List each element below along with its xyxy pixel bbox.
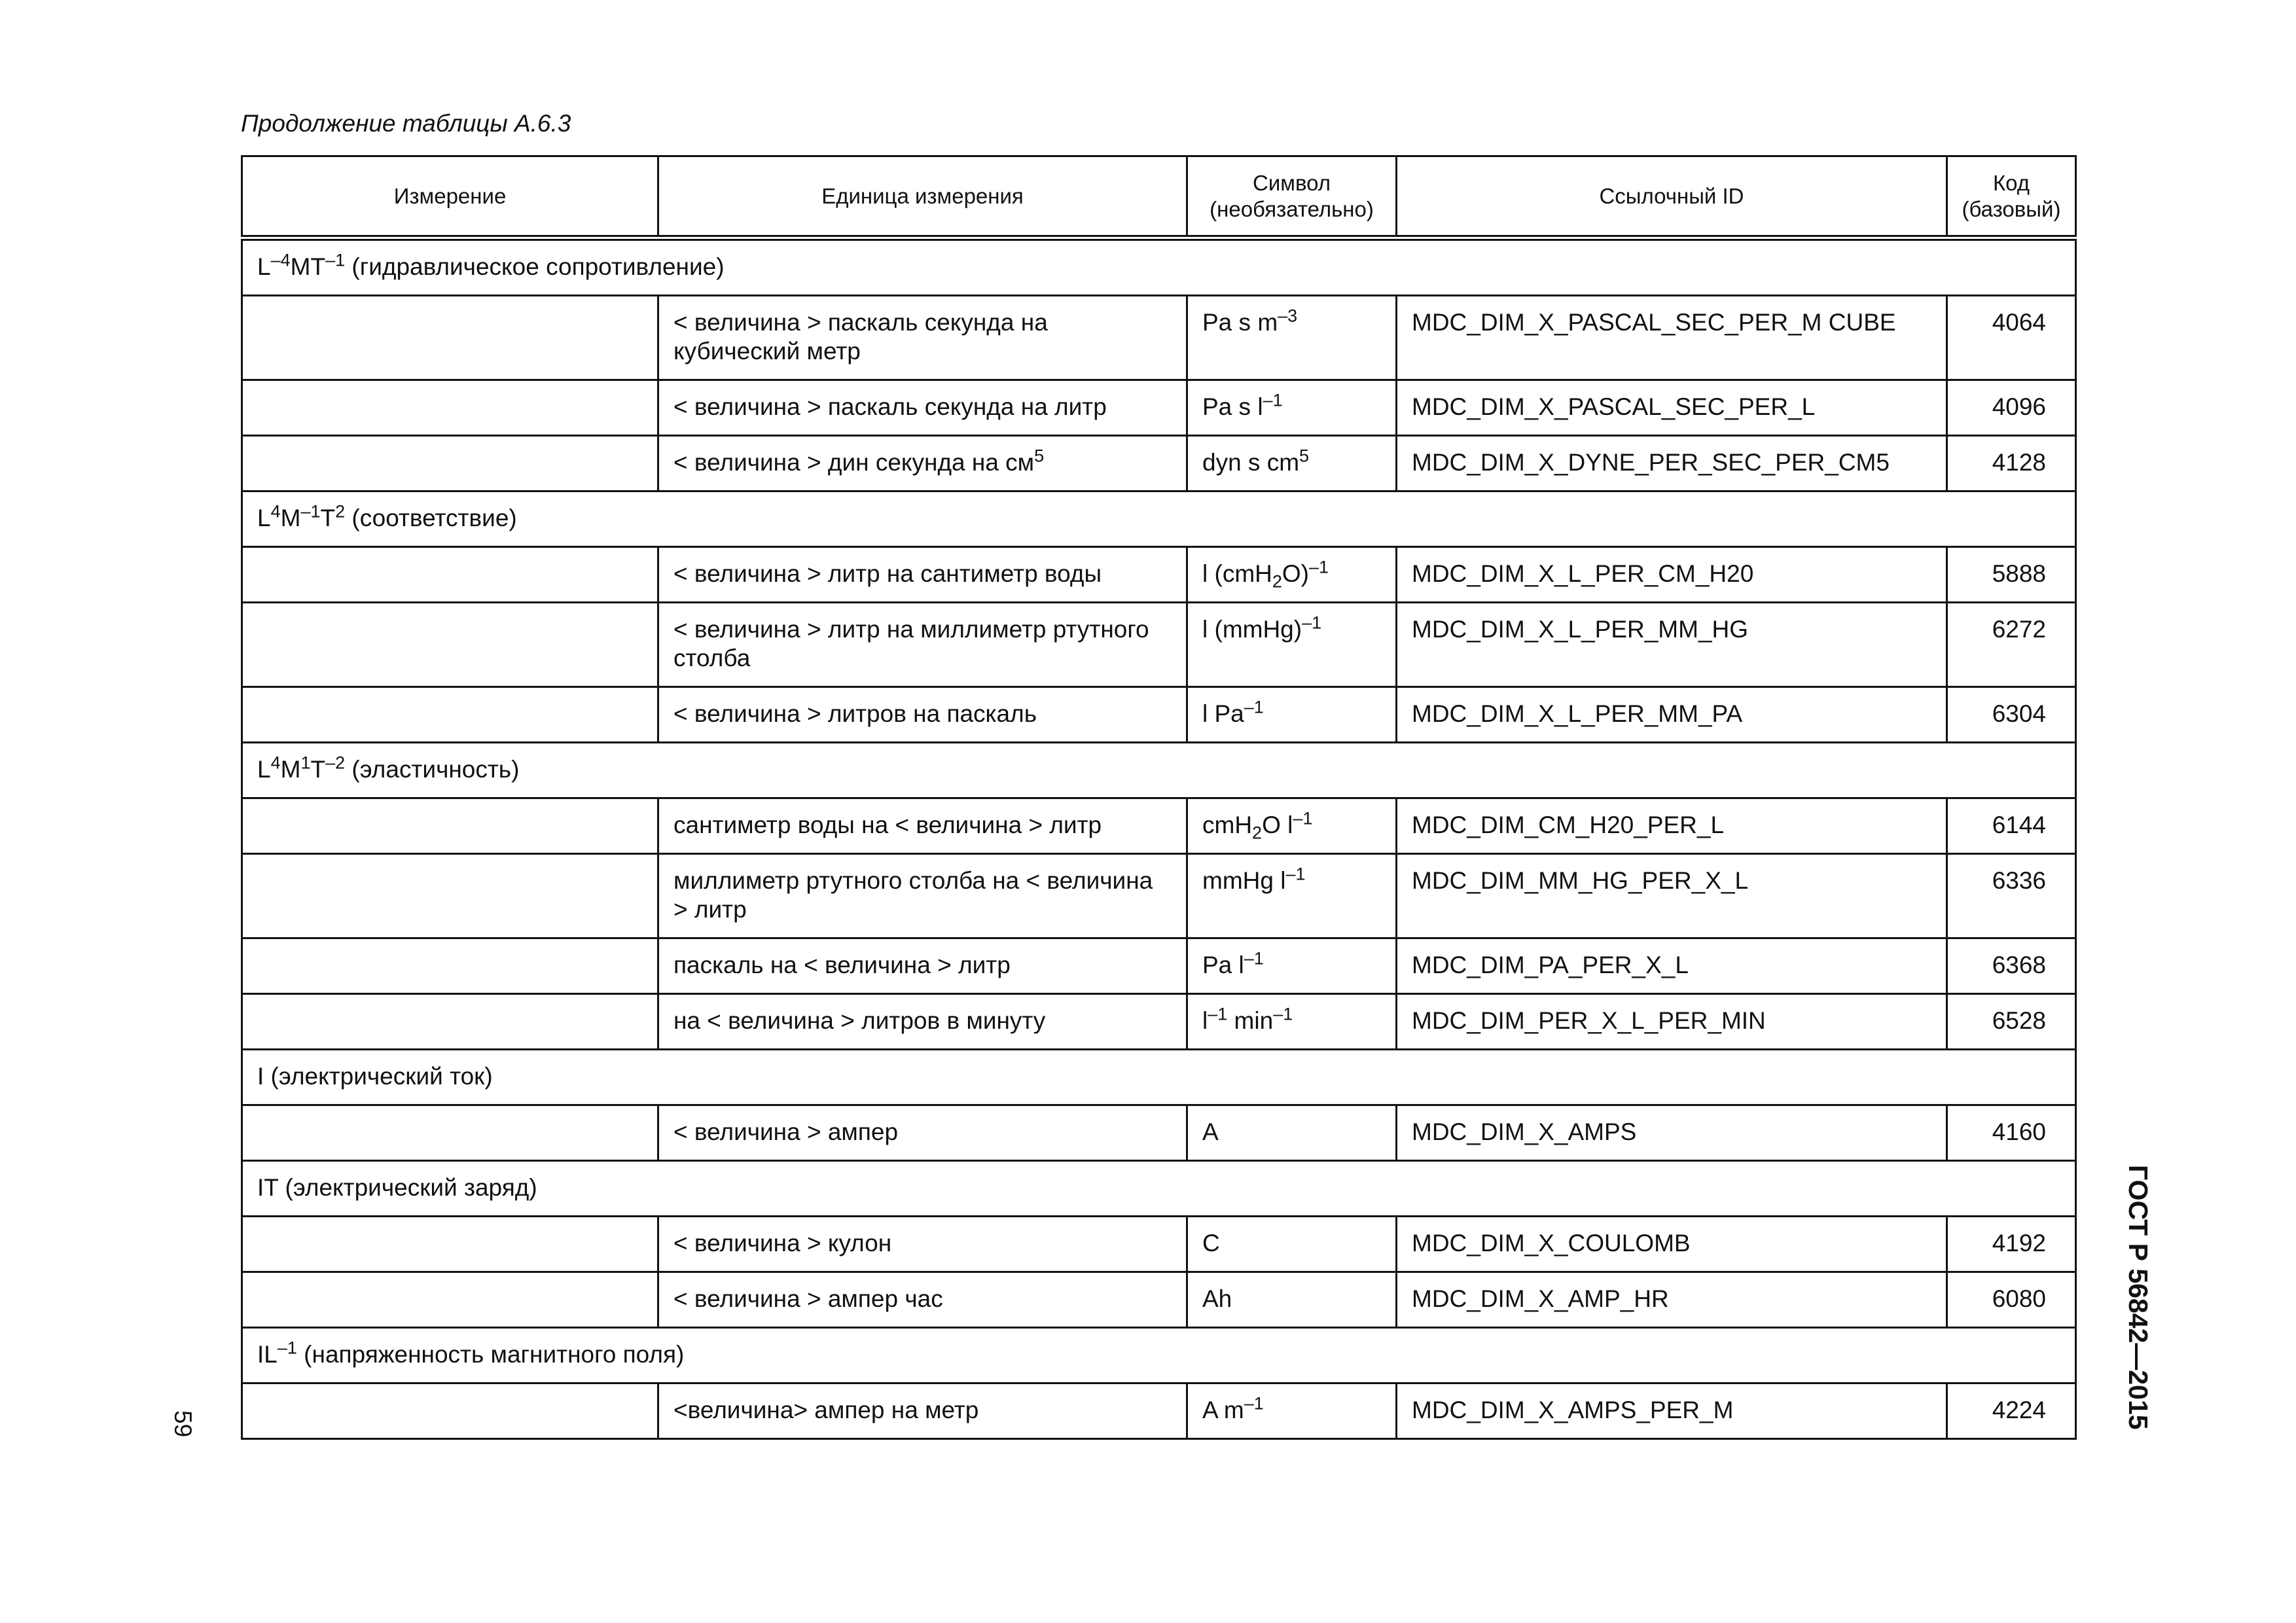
code-cell: 6144 — [1947, 798, 2076, 854]
dimension-cell — [242, 687, 658, 743]
dimension-cell — [242, 1217, 658, 1272]
code-cell: 5888 — [1947, 547, 2076, 603]
header-symbol: Символ (необязательно) — [1187, 156, 1397, 238]
units-table — [241, 155, 2077, 1440]
code-cell: 6336 — [1947, 854, 2076, 938]
dimension-cell — [242, 854, 658, 938]
dimension-cell — [242, 1272, 658, 1328]
table-row — [242, 1272, 2076, 1328]
code-cell: 4128 — [1947, 436, 2076, 491]
group-label: I (электрический ток) — [242, 1050, 2076, 1105]
unit-cell: < величина > дин секунда на $см^5$ — [658, 436, 1187, 491]
symbol-cell: $l^{-1}$ $\min^{-1}$ — [1187, 994, 1397, 1050]
unit-cell: < величина > ампер — [658, 1105, 1187, 1161]
symbol-cell: A — [1187, 1105, 1397, 1161]
code-cell: 4064 — [1947, 296, 2076, 380]
unit-cell: < величина > литр на сантиметр воды — [658, 547, 1187, 603]
symbol-cell: l (mmHg)$^{-1}$ — [1187, 603, 1397, 687]
table-row — [242, 1217, 2076, 1272]
dimension-cell — [242, 1105, 658, 1161]
group-label: $L^4M^{-1}T^2$ (соответствие) — [242, 491, 2076, 547]
group-row-compliance — [242, 491, 2076, 547]
code-cell: 4096 — [1947, 380, 2076, 436]
symbol-cell: mmHg $l^{-1}$ — [1187, 854, 1397, 938]
unit-cell: на < величина > литров в минуту — [658, 994, 1187, 1050]
unit-cell: миллиметр ртутного столба на < величина > литр — [658, 854, 1187, 938]
code-cell: 6080 — [1947, 1272, 2076, 1328]
dimension-cell — [242, 938, 658, 994]
group-label: $L^{-4}MT^{-1}$ (гидравлическое сопротивление) — [242, 238, 2076, 296]
standard-designation: ГОСТ Р 56842—2015 — [2123, 1165, 2153, 1430]
table-row — [242, 603, 2076, 687]
unit-cell: < величина > паскаль секунда на литр — [658, 380, 1187, 436]
symbol-cell: Pa s $l^{-1}$ — [1187, 380, 1397, 436]
code-cell: 6304 — [1947, 687, 2076, 743]
header-dimension: Измерение — [242, 156, 658, 238]
ref-id-cell: MDC_DIM_X_L_PER_CM_H20 — [1397, 547, 1947, 603]
unit-cell: < величина > кулон — [658, 1217, 1187, 1272]
dimension-cell — [242, 296, 658, 380]
ref-id-cell: MDC_DIM_CM_H20_PER_L — [1397, 798, 1947, 854]
ref-id-cell: MDC_DIM_X_DYNE_PER_SEC_PER_CM5 — [1397, 436, 1947, 491]
dimension-cell — [242, 436, 658, 491]
header-row — [242, 156, 2076, 238]
symbol-cell: C — [1187, 1217, 1397, 1272]
table-row — [242, 296, 2076, 380]
header-unit: Единица измерения — [658, 156, 1187, 238]
symbol-cell: A $m^{-1}$ — [1187, 1383, 1397, 1439]
symbol-cell: Pa s $m^{-3}$ — [1187, 296, 1397, 380]
ref-id-cell: MDC_DIM_X_AMPS — [1397, 1105, 1947, 1161]
group-row-hydraulic-resistance — [242, 238, 2076, 296]
code-cell: 4224 — [1947, 1383, 2076, 1439]
ref-id-cell: MDC_DIM_X_AMPS_PER_M — [1397, 1383, 1947, 1439]
table-row — [242, 798, 2076, 854]
table-caption: Продолжение таблицы А.6.3 — [241, 110, 571, 137]
ref-id-cell: MDC_DIM_X_L_PER_MM_PA — [1397, 687, 1947, 743]
symbol-cell: Pa $l^{-1}$ — [1187, 938, 1397, 994]
unit-cell: < величина > ампер час — [658, 1272, 1187, 1328]
group-label: $L^4M^1T^{-2}$ (эластичность) — [242, 743, 2076, 798]
table-row — [242, 938, 2076, 994]
dimension-cell — [242, 994, 658, 1050]
code-cell: 6368 — [1947, 938, 2076, 994]
group-row-magnetic-field — [242, 1328, 2076, 1383]
unit-cell: < величина > литров на паскаль — [658, 687, 1187, 743]
unit-cell: паскаль на < величина > литр — [658, 938, 1187, 994]
symbol-cell: l $(cmH_2O)^{-1}$ — [1187, 547, 1397, 603]
table-row — [242, 854, 2076, 938]
code-cell: 4160 — [1947, 1105, 2076, 1161]
symbol-cell: dyn s $cm^5$ — [1187, 436, 1397, 491]
group-row-electric-current — [242, 1050, 2076, 1105]
code-cell: 6272 — [1947, 603, 2076, 687]
dimension-cell — [242, 380, 658, 436]
symbol-cell: Ah — [1187, 1272, 1397, 1328]
dimension-cell — [242, 1383, 658, 1439]
ref-id-cell: MDC_DIM_X_PASCAL_SEC_PER_M CUBE — [1397, 296, 1947, 380]
dimension-cell — [242, 547, 658, 603]
table-row — [242, 1383, 2076, 1439]
ref-id-cell: MDC_DIM_PER_X_L_PER_MIN — [1397, 994, 1947, 1050]
header-ref-id: Ссылочный ID — [1397, 156, 1947, 238]
group-row-elasticity — [242, 743, 2076, 798]
group-label: $IL^{-1}$ (напряженность магнитного поля) — [242, 1328, 2076, 1383]
unit-cell: < величина > литр на миллиметр ртутного столба — [658, 603, 1187, 687]
dimension-cell — [242, 798, 658, 854]
table-row — [242, 1105, 2076, 1161]
page-number: 59 — [170, 1410, 196, 1438]
symbol-cell: l $Pa^{-1}$ — [1187, 687, 1397, 743]
ref-id-cell: MDC_DIM_MM_HG_PER_X_L — [1397, 854, 1947, 938]
table-row — [242, 380, 2076, 436]
unit-cell: < величина > паскаль секунда на кубический метр — [658, 296, 1187, 380]
table-row — [242, 436, 2076, 491]
table-row — [242, 687, 2076, 743]
header-code: Код (базовый) — [1947, 156, 2076, 238]
dimension-cell — [242, 603, 658, 687]
symbol-cell: cmH$_2$O $l^{-1}$ — [1187, 798, 1397, 854]
ref-id-cell: MDC_DIM_X_L_PER_MM_HG — [1397, 603, 1947, 687]
group-row-electric-charge — [242, 1161, 2076, 1217]
group-label: IT (электрический заряд) — [242, 1161, 2076, 1217]
code-cell: 4192 — [1947, 1217, 2076, 1272]
ref-id-cell: MDC_DIM_X_COULOMB — [1397, 1217, 1947, 1272]
code-cell: 6528 — [1947, 994, 2076, 1050]
unit-cell: <величина> ампер на метр — [658, 1383, 1187, 1439]
table-row — [242, 994, 2076, 1050]
unit-cell: сантиметр воды на < величина > литр — [658, 798, 1187, 854]
ref-id-cell: MDC_DIM_X_PASCAL_SEC_PER_L — [1397, 380, 1947, 436]
table-row — [242, 547, 2076, 603]
ref-id-cell: MDC_DIM_X_AMP_HR — [1397, 1272, 1947, 1328]
ref-id-cell: MDC_DIM_PA_PER_X_L — [1397, 938, 1947, 994]
